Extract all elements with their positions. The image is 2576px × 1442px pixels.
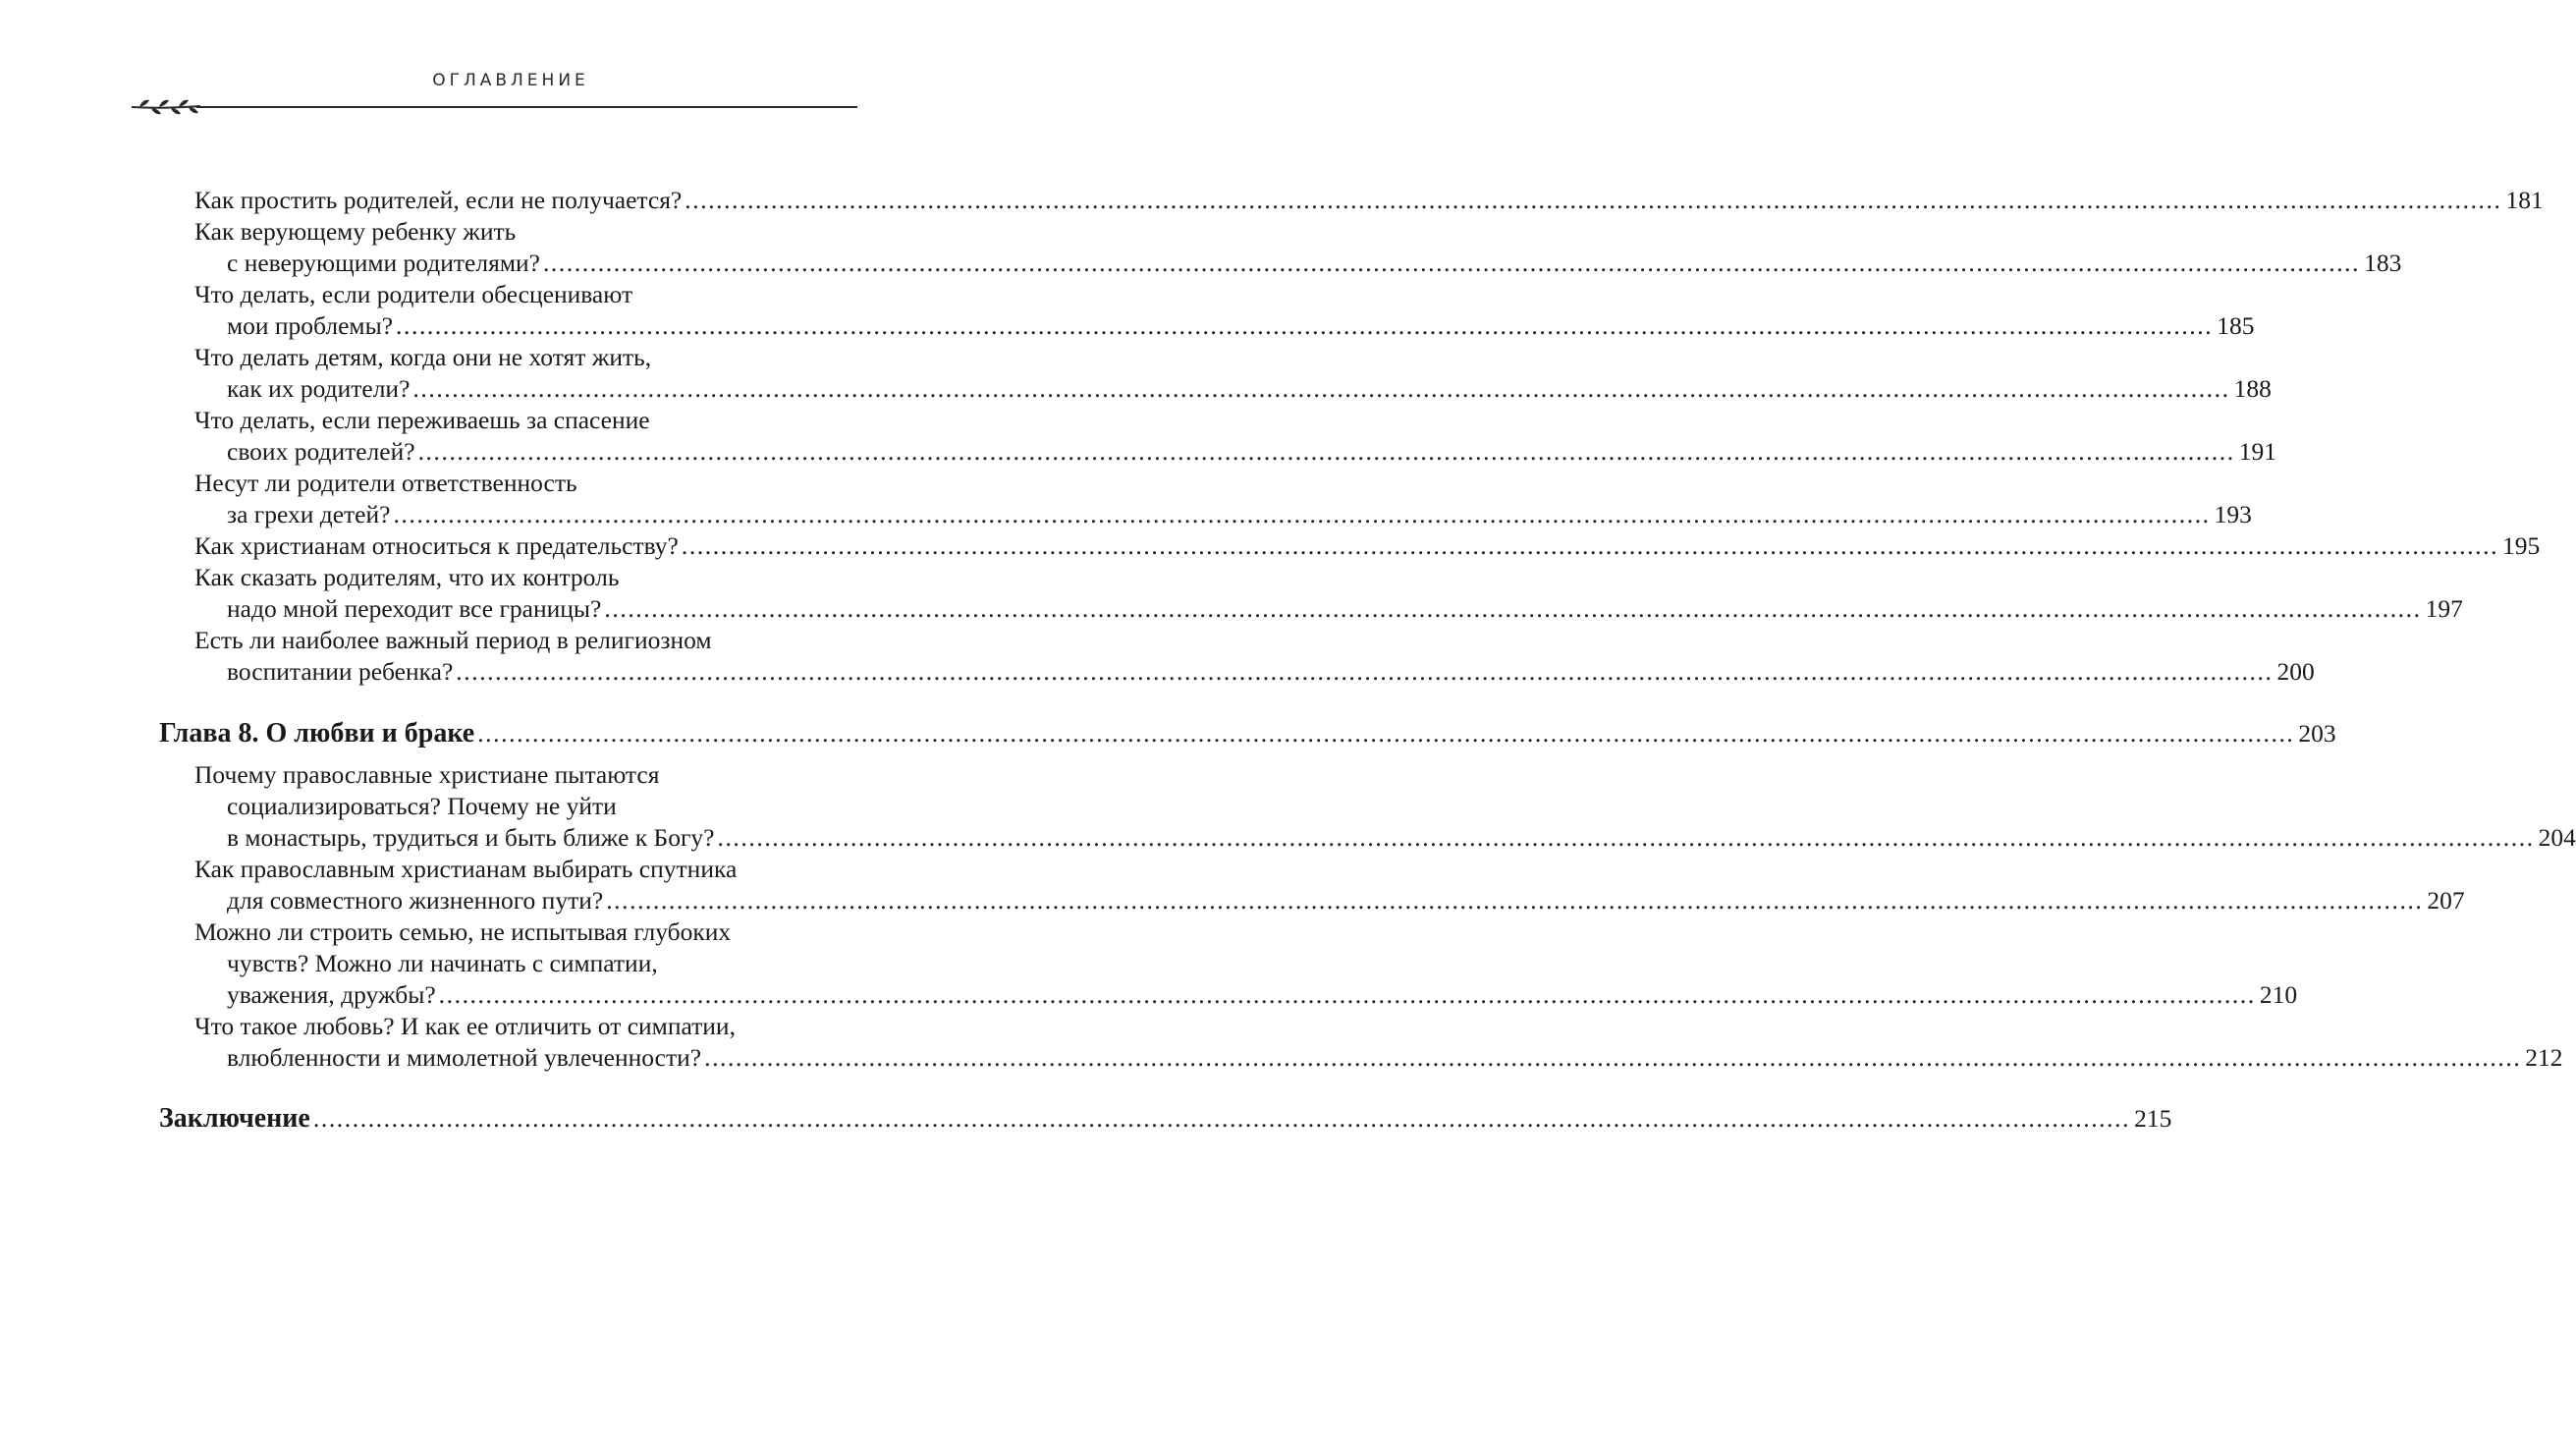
toc-conclusion[interactable]	[159, 1099, 2172, 1138]
toc-entry-title-cont: как их родители?	[227, 374, 411, 403]
toc-entry[interactable]	[194, 405, 2277, 468]
toc-entry[interactable]	[194, 625, 2315, 688]
leader-dots	[439, 980, 2256, 1009]
toc-entry-title: Как христианам относиться к предательству?	[194, 531, 679, 560]
toc-entry[interactable]	[194, 759, 2576, 854]
table-of-contents	[159, 185, 2576, 1144]
toc-entry-title: Как сказать родителям, что их контроль	[194, 563, 620, 591]
toc-entry-title: Что делать детям, когда они не хотят жить,	[194, 343, 652, 371]
toc-entry[interactable]	[194, 185, 2544, 216]
toc-entry-title: Несут ли родители ответственность	[194, 469, 577, 497]
header-rule	[196, 106, 857, 108]
toc-chapter-8[interactable]	[159, 714, 2336, 753]
leader-dots	[606, 886, 2423, 915]
leader-dots	[717, 823, 2534, 852]
toc-entry[interactable]	[194, 562, 2463, 625]
toc-entry-title: Что делать, если родители обесценивают	[194, 280, 633, 308]
toc-entry-title-cont: в монастырь, трудиться и быть ближе к Богу?	[227, 823, 715, 852]
toc-entry-title-cont: влюбленности и мимолетной увлеченности?	[227, 1043, 702, 1072]
toc-page-number: 185	[2217, 311, 2255, 340]
toc-entry-title: Что делать, если переживаешь за спасение	[194, 406, 650, 434]
toc-page-number: 193	[2214, 500, 2252, 528]
toc-entry-title: Почему православные христиане пытаются	[194, 760, 660, 789]
leader-dots	[685, 186, 2501, 214]
toc-entry[interactable]	[194, 468, 2252, 530]
leader-dots	[477, 714, 2294, 753]
toc-entry-title-cont: с неверующими родителями?	[227, 249, 540, 277]
toc-entry-title-cont: надо мной переходит все границы?	[227, 594, 602, 623]
toc-entry-title-cont: своих родителей?	[227, 437, 415, 466]
running-head: ОГЛАВЛЕНИЕ	[432, 71, 589, 90]
toc-entry-title: Как православным христианам выбирать спутника	[194, 855, 738, 883]
leader-dots	[456, 657, 2273, 686]
chapter-title: Глава 8. О любви и браке	[159, 718, 475, 749]
toc-entry-title: Что такое любовь? И как ее отличить от симпатии,	[194, 1012, 736, 1040]
toc-page-number: 210	[2259, 980, 2298, 1009]
toc-entry-title: Можно ли строить семью, не испытывая глубоких	[194, 917, 732, 946]
toc-page-number: 197	[2425, 594, 2463, 623]
toc-page-number: 212	[2525, 1043, 2563, 1072]
toc-entry[interactable]	[194, 216, 2402, 279]
toc-entry[interactable]	[194, 530, 2541, 562]
conclusion-title: Заключение	[159, 1103, 310, 1134]
toc-entry[interactable]	[194, 342, 2272, 405]
toc-page-number: 188	[2233, 374, 2272, 403]
leader-dots	[704, 1043, 2521, 1072]
toc-page-number: 183	[2364, 249, 2402, 277]
toc-entry-title-cont: воспитании ребенка?	[227, 657, 454, 686]
leader-dots	[396, 311, 2213, 340]
leader-dots	[682, 531, 2498, 560]
toc-page-number: 203	[2298, 719, 2336, 748]
toc-page-number: 204	[2538, 823, 2576, 852]
toc-page-number: 215	[2134, 1104, 2172, 1133]
toc-page-number: 181	[2505, 186, 2544, 214]
leader-dots	[393, 500, 2210, 528]
toc-entry[interactable]	[194, 279, 2255, 342]
toc-page-number: 200	[2276, 657, 2315, 686]
toc-entry-title: Как простить родителей, если не получается?	[194, 186, 683, 214]
toc-entry-title-cont: социализироваться? Почему не уйти	[227, 792, 617, 820]
toc-page-number: 207	[2427, 886, 2465, 915]
leader-dots	[543, 249, 2360, 277]
toc-entry-title-cont: за грехи детей?	[227, 500, 391, 528]
toc-entry[interactable]	[194, 1011, 2563, 1074]
leader-dots	[418, 437, 2235, 466]
toc-entry-title: Есть ли наиболее важный период в религиозном	[194, 626, 712, 654]
toc-page-number: 195	[2502, 531, 2541, 560]
toc-entry[interactable]	[194, 854, 2465, 916]
leader-dots	[412, 374, 2229, 403]
leader-dots	[313, 1099, 2130, 1138]
toc-entry[interactable]	[194, 916, 2298, 1011]
toc-page-number: 191	[2238, 437, 2277, 466]
toc-entry-title-cont: уважения, дружбы?	[227, 980, 436, 1009]
leader-dots	[604, 594, 2421, 623]
toc-entry-title-cont: чувств? Можно ли начинать с симпатии,	[227, 949, 658, 977]
toc-entry-title-cont: для совместного жизненного пути?	[227, 886, 604, 915]
toc-entry-title: Как верующему ребенку жить	[194, 217, 517, 246]
toc-entry-title-cont: мои проблемы?	[227, 311, 394, 340]
